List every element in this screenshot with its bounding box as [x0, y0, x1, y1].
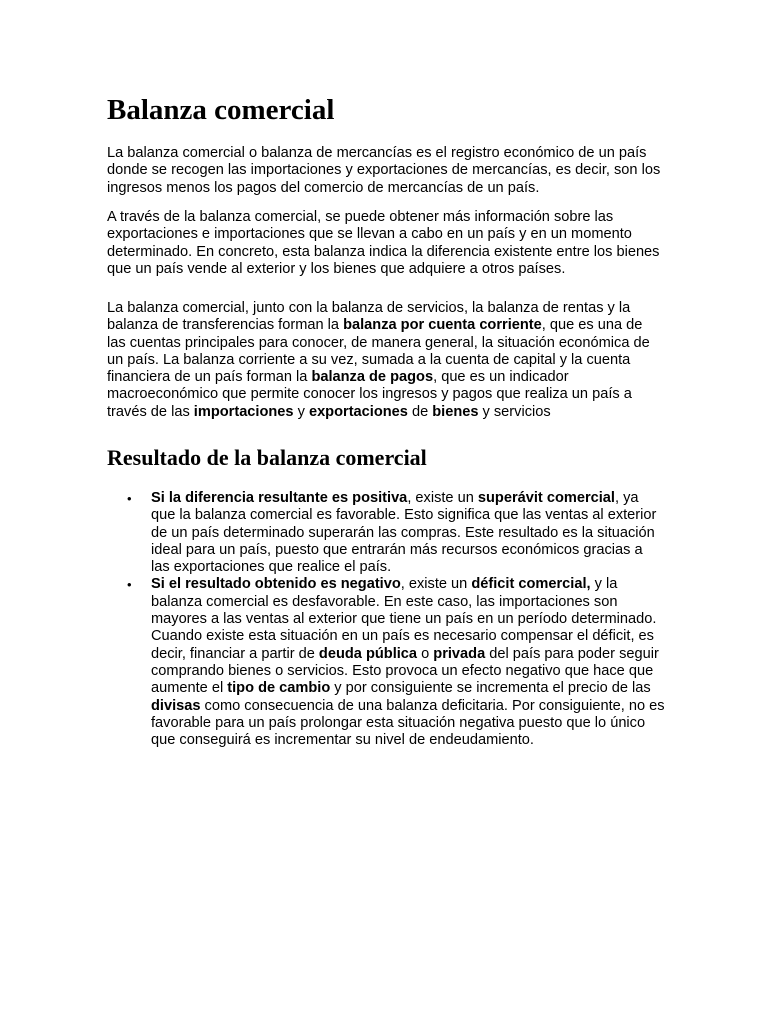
bold-term: balanza de pagos [311, 369, 434, 386]
text-run: y por consiguiente se incrementa el precio de las [330, 680, 651, 697]
bullet-icon: • [127, 491, 132, 506]
bold-term: tipo de cambio [227, 680, 331, 697]
text-run: de [407, 403, 433, 420]
bold-term: importaciones [193, 403, 294, 420]
bold-term: exportaciones [308, 403, 408, 420]
text-run: o [417, 645, 434, 662]
bold-term: deuda pública [318, 645, 418, 662]
bold-term: bienes [432, 403, 479, 420]
list-item-negative [107, 576, 665, 749]
paragraph-definition: La balanza comercial o balanza de mercancías es el registro económico de un país donde se recogen las importaciones y exportaciones de mercancías, es decir, son los ingresos menos los pagos del comercio de mercancías de un país. [107, 145, 661, 196]
text-run: y servicios [478, 403, 551, 420]
bullet-icon: • [127, 577, 132, 593]
text-run: La balanza comercial, junto con la balanza de servicios, la balanza de rentas y la balanza de transferencias forman la [107, 300, 631, 334]
text-run: , ya que la balanza comercial es favorable. Esto significa que las ventas al exterior de un país determinado superarán las compras. Este resultado es la situación ideal para un país, puesto que entrarán más recursos económicos gracias a las exportaciones que realice el país. [151, 490, 657, 576]
page-title: Balanza comercial [107, 94, 335, 126]
bold-term: Si la diferencia resultante es positiva [151, 490, 408, 506]
list-item-positive [107, 490, 665, 576]
text-run: y la balanza comercial es desfavorable. En este caso, las importaciones son mayores a las ventas al exterior que tiene un país en un período determinado. Cuando existe esta situación en un país es necesario compensar el déficit, es decir, financiar a partir de [151, 576, 657, 662]
document-page [107, 0, 665, 749]
bold-term: balanza por cuenta corriente [343, 317, 542, 334]
result-list [107, 490, 665, 749]
bold-term: Si el resultado obtenido es negativo [151, 576, 401, 593]
bold-term: superávit comercial [477, 490, 615, 506]
text-run: , existe un [407, 490, 478, 506]
bold-term: divisas [151, 697, 201, 714]
text-run: , existe un [400, 576, 472, 593]
text-run: como consecuencia de una balanza deficitaria. Por consiguiente, no es favorable para un país prolongar esta situación negativa puesto que lo único que conseguirá es incrementar su nivel de endeudamiento. [151, 697, 665, 749]
section-heading: Resultado de la balanza comercial [107, 445, 427, 470]
paragraph-current-account [107, 300, 665, 421]
text-run: , que es una de las cuentas principales para conocer, de manera general, la situación económica de un país. La balanza corriente a su vez, sumada a la cuenta de capital y la cuenta financiera de un país forman la [107, 317, 650, 386]
bold-term: déficit comercial, [471, 576, 591, 593]
bold-term: privada [433, 645, 486, 662]
text-run: del país para poder seguir comprando bienes o servicios. Esto provoca un efecto negativo que hace que aumente el [151, 645, 659, 697]
paragraph-information: A través de la balanza comercial, se puede obtener más información sobre las exportaciones e importaciones que se llevan a cabo en un país y en un momento determinado. En concreto, esta balanza indica la diferencia existente entre los bienes que un país vende al exterior y los bienes que adquiere a otros países. [107, 209, 660, 277]
text-run: y [293, 403, 309, 420]
text-run: , que es un indicador macroeconómico que permite conocer los ingresos y pagos que realiza un país a través de las [107, 369, 632, 420]
